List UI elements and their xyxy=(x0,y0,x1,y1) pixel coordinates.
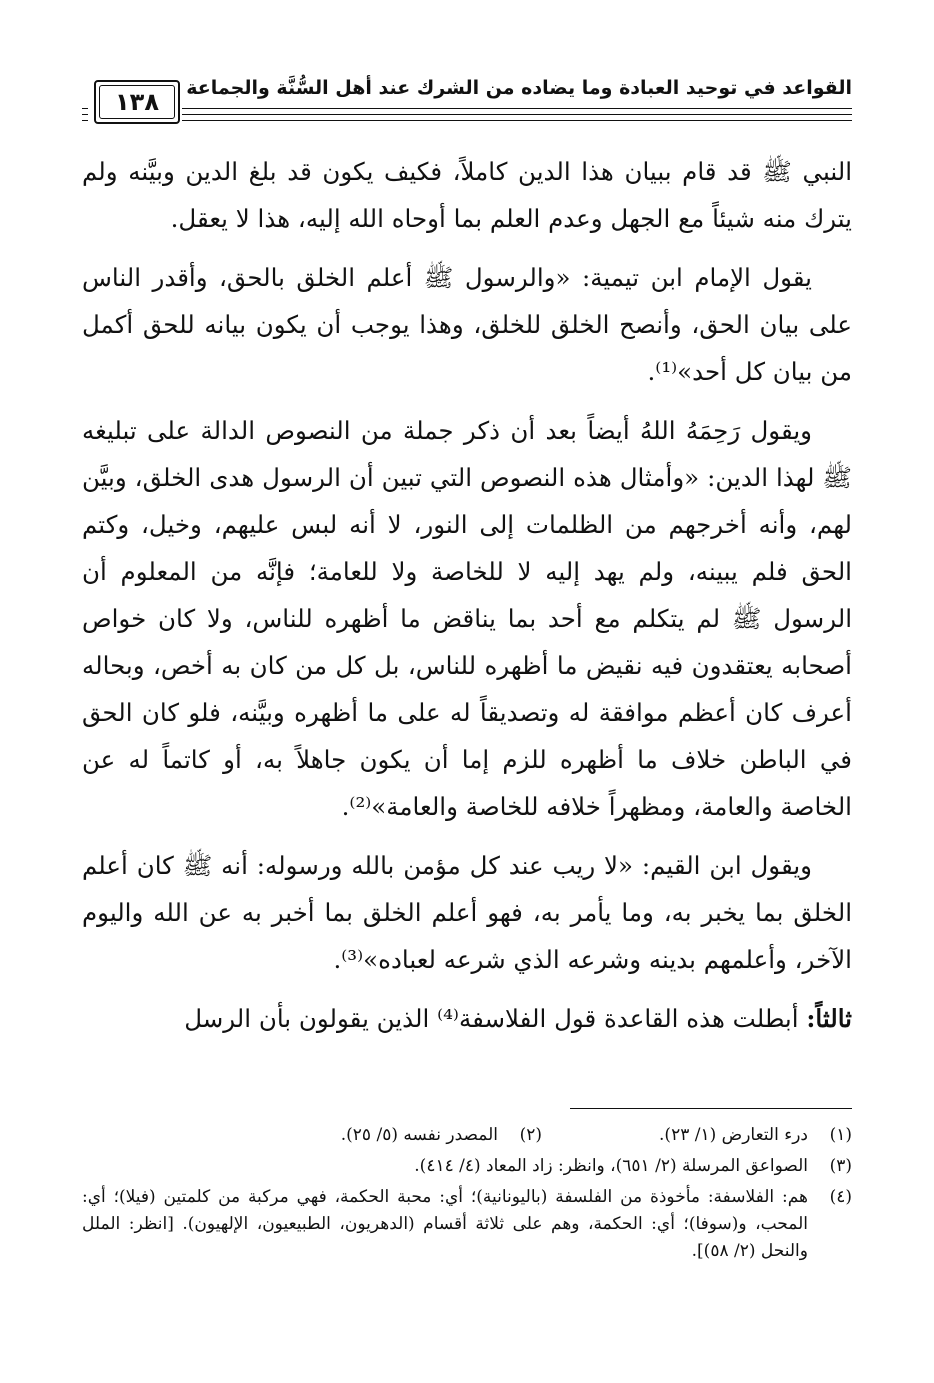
paragraph: النبي ﷺ قد قام ببيان هذا الدين كاملاً، فكيف يكون قد بلغ الدين وبيَّنه ولم يترك منه شيئاً مع الجهل وعدم العلم بما أوحاه الله إليه، هذا لا يعقل. xyxy=(82,157,852,233)
footnote xyxy=(82,1153,852,1180)
header-rule xyxy=(82,114,852,115)
footnote-text: درء التعارض (١/ ٢٣). xyxy=(659,1125,808,1145)
footnote-text: المصدر نفسه (٥/ ٢٥). xyxy=(340,1125,498,1145)
main-text xyxy=(82,148,852,1054)
footnote xyxy=(542,1122,852,1149)
footnote-number: (٢) xyxy=(519,1125,542,1145)
footnote-separator xyxy=(570,1108,852,1109)
footnote xyxy=(232,1122,542,1149)
footnote-number: (١) xyxy=(829,1125,852,1145)
footnote-row xyxy=(82,1122,852,1149)
footnote-text: الصواعق المرسلة (٢/ ٦٥١)، وانظر: زاد المعاد (٤/ ٤١٤). xyxy=(414,1156,808,1176)
footnotes xyxy=(82,1122,852,1269)
header-rule xyxy=(82,120,852,121)
paragraph: يقول الإمام ابن تيمية: «والرسول ﷺ أعلم الخلق بالحق، وأقدر الناس على بيان الحق، وأنصح الخلق للخلق، وهذا يوجب أن يكون بيانه للحق أكمل من بيان كل أحد»⁽¹⁾. xyxy=(82,263,852,386)
footnote-number: (٤) xyxy=(829,1187,852,1207)
page-header xyxy=(82,70,852,126)
paragraph xyxy=(82,995,852,1042)
footnote-number: (٣) xyxy=(829,1156,852,1176)
footnote xyxy=(82,1184,852,1265)
section-lead: ثالثاً: xyxy=(806,1004,852,1033)
paragraph-text: أبطلت هذه القاعدة قول الفلاسفة⁽⁴⁾ الذين يقولون بأن الرسل xyxy=(184,1004,807,1033)
page-number: ١٣٨ xyxy=(115,88,159,116)
paragraph: ويقول رَحِمَهُ اللهُ أيضاً بعد أن ذكر جملة من النصوص الدالة على تبليغه ﷺ لهذا الدين: «وأمثال هذه النصوص التي تبين أن الرسول هدى الخلق، وبيَّن لهم، وأنه أخرجهم من الظلمات إلى النور، لا أنه لبس عليهم، وخيل، وكتم الحق فلم يبينه، ولم يهد إليه لا للخاصة ولا للعامة؛ فإنَّه من المعلوم أن الرسول ﷺ لم يتكلم مع أحد بما يناقض ما أظهره للناس، ولا كان خواص أصحابه يعتقدون فيه نقيض ما أظهره للناس، بل كل من كان به أخص، وبحاله أعرف كان أعظم موافقة له وتصديقاً له على ما أظهره وبيَّنه، فلو كان الحق في الباطن خلاف ما أظهره للزم إما أن يكون جاهلاً به، أو كاتماً له عن الخاصة والعامة، ومظهراً خلافه للخاصة والعامة»⁽²⁾. xyxy=(82,416,852,821)
page-number-frame xyxy=(94,80,180,124)
paragraph: ويقول ابن القيم: «لا ريب عند كل مؤمن بالله ورسوله: أنه ﷺ كان أعلم الخلق بما يخبر به، وما يأمر به، فهو أعلم الخلق بما أخبر به عن الله واليوم الآخر، وأعلمهم بدينه وشرعه الذي شرعه لعباده»⁽³⁾. xyxy=(82,851,852,974)
running-title: القواعد في توحيد العبادة وما يضاده من الشرك عند أهل السُّنَّة والجماعة xyxy=(186,77,852,99)
header-rule xyxy=(82,108,852,109)
footnote-text: هم: الفلاسفة: مأخوذة من الفلسفة (باليونانية)؛ أي: محبة الحكمة، فهي مركبة من كلمتين (فيلا)؛ أي: المحب، و(سوفا)؛ أي: الحكمة، وهم على ثلاثة أقسام (الدهريون، الطبيعيون، الإلهيون). [انظر: الملل والنحل (٢/ ٥٨)]. xyxy=(82,1187,808,1261)
